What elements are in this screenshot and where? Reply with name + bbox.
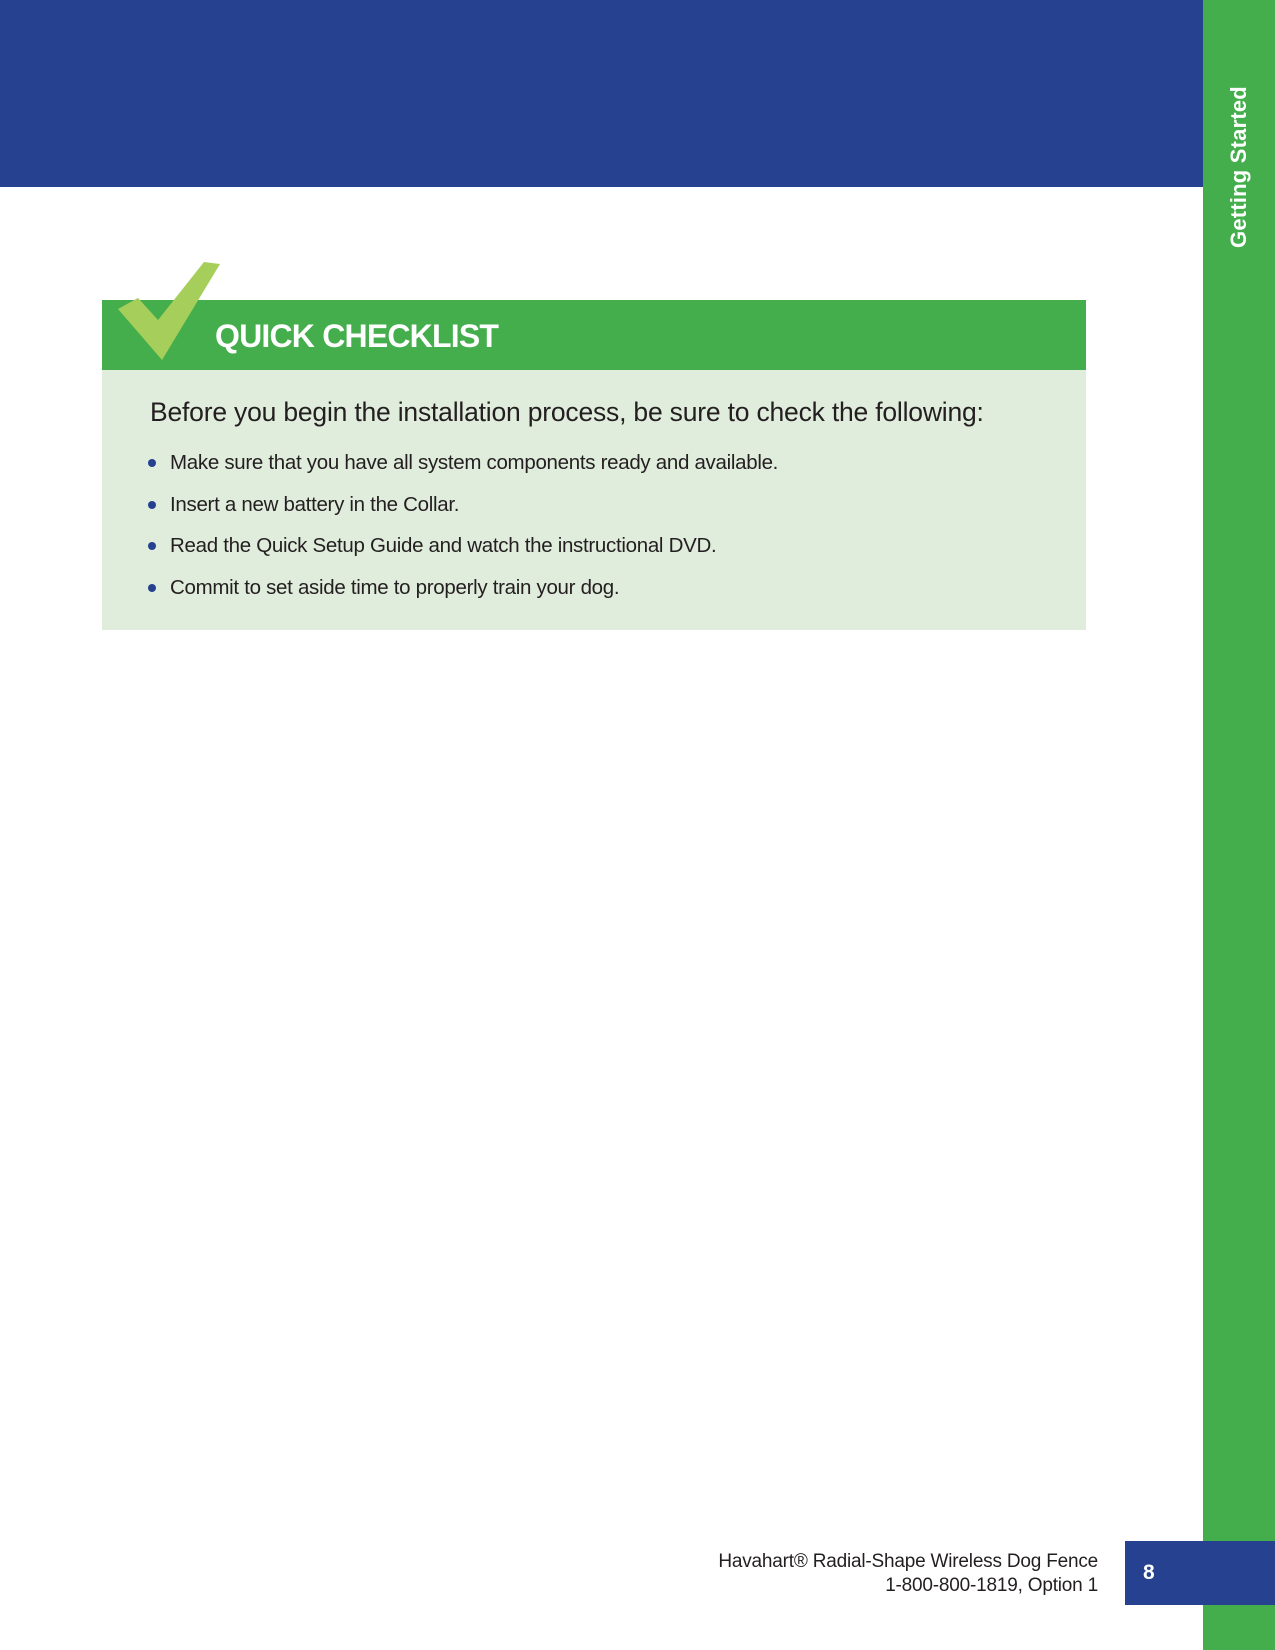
footer-text xyxy=(718,1550,1098,1598)
checkmark-icon xyxy=(118,262,222,362)
checklist-item-text: Insert a new battery in the Collar. xyxy=(170,492,460,516)
bullet-icon xyxy=(148,459,156,467)
checklist-title: QUICK CHECKLIST xyxy=(215,318,499,354)
side-tab-label: Getting Started xyxy=(1226,86,1251,248)
top-banner xyxy=(0,0,1203,187)
bullet-icon xyxy=(148,501,156,509)
page-number: 8 xyxy=(1143,1561,1155,1584)
checklist-intro: Before you begin the installation process, be sure to check the following: xyxy=(150,397,984,427)
checklist-item-text: Read the Quick Setup Guide and watch the instructional DVD. xyxy=(170,534,717,557)
footer-phone: 1-800-800-1819, Option 1 xyxy=(885,1575,1098,1596)
bullet-icon xyxy=(148,584,156,592)
checklist-item-text: Commit to set aside time to properly train your dog. xyxy=(170,575,620,599)
bullet-icon xyxy=(148,542,156,550)
checklist-item-text: Make sure that you have all system components ready and available. xyxy=(170,451,779,474)
footer-product: Havahart® Radial-Shape Wireless Dog Fence xyxy=(718,1551,1098,1572)
